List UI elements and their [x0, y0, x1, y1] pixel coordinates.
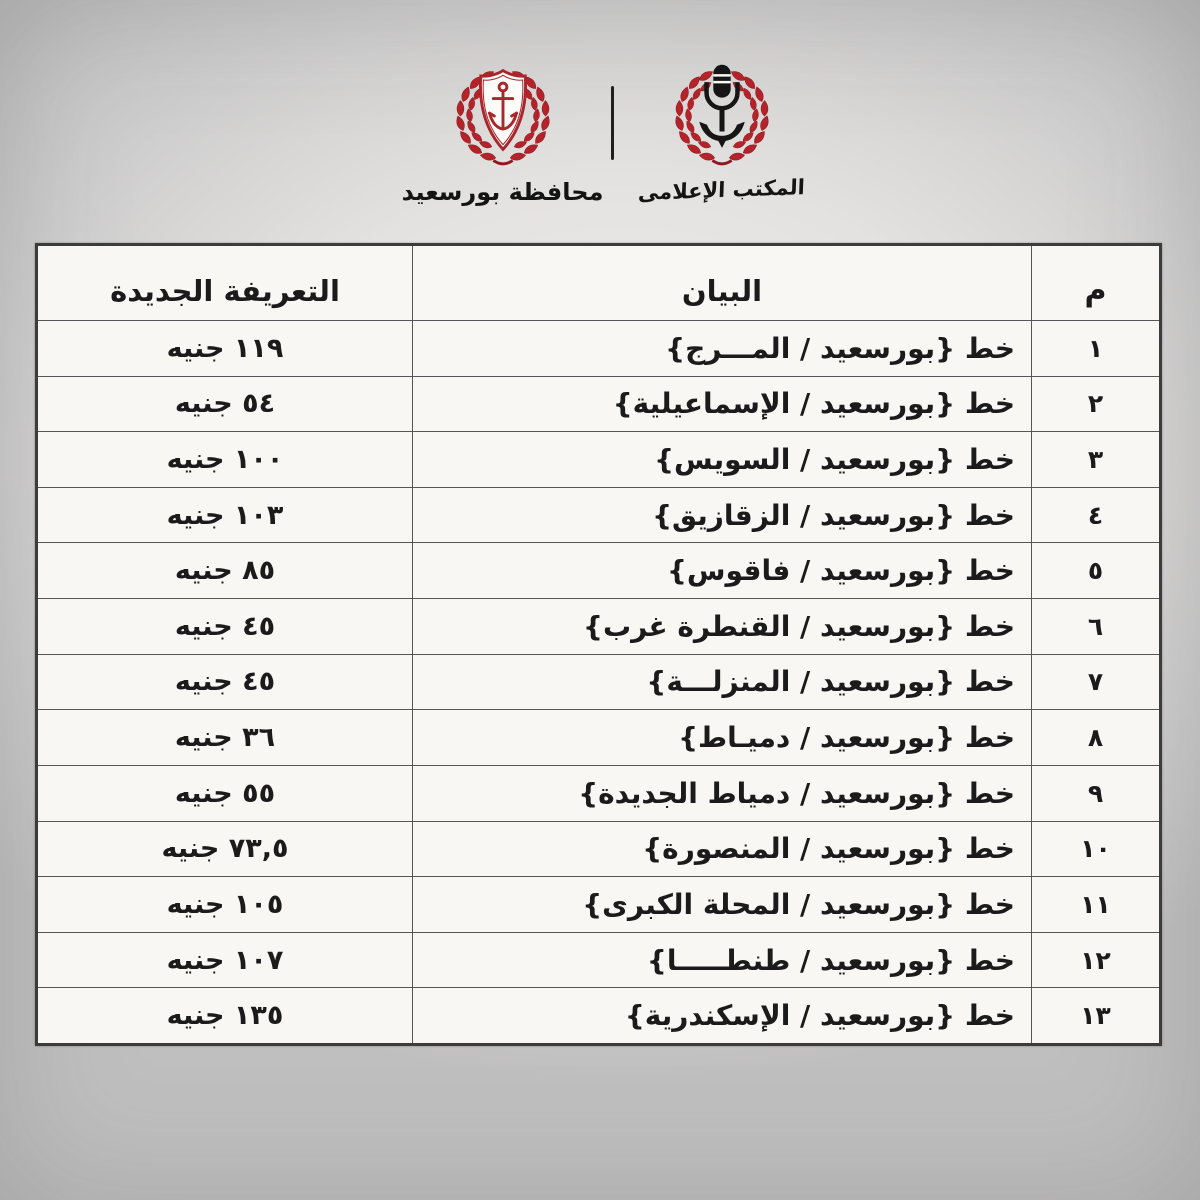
row-index: ١٢ — [1031, 933, 1159, 988]
media-office-logo-label: المكتب الإعلامى — [637, 175, 806, 205]
row-index: ٨ — [1031, 710, 1159, 765]
header-new-tariff: التعريفة الجديدة — [110, 274, 340, 308]
route-description: خط {بورسعيد / المحلة الكبرى} — [412, 877, 1031, 932]
fare-value: ١٠٣ جنيه — [166, 499, 284, 531]
microphone-anchor-wreath-icon — [651, 58, 793, 174]
route-description: خط {بورسعيد / المـــرج} — [412, 321, 1031, 376]
route-description: خط {بورسعيد / المنزلـــة} — [412, 655, 1031, 710]
row-index: ١٠ — [1031, 822, 1159, 877]
route-description: خط {بورسعيد / السويس} — [412, 432, 1031, 487]
table-row — [38, 987, 1159, 1043]
logo-divider — [611, 86, 614, 160]
table-row — [38, 320, 1159, 376]
media-office-logo — [637, 58, 806, 205]
fare-value: ٧٣,٥ جنيه — [161, 833, 289, 865]
branding-header — [12, 58, 1200, 206]
row-index: ١١ — [1031, 877, 1159, 932]
governorate-logo — [401, 58, 604, 206]
row-index: ٦ — [1031, 599, 1159, 654]
route-description: خط {بورسعيد / الزقازيق} — [412, 488, 1031, 543]
governorate-logo-label: محافظة بورسعيد — [401, 178, 604, 206]
fare-value: ١٠٠ جنيه — [166, 444, 284, 476]
table-header-row — [38, 246, 1159, 320]
row-index: ٧ — [1031, 655, 1159, 710]
row-index: ١٣ — [1031, 988, 1159, 1043]
fare-value: ١٣٥ جنيه — [166, 1000, 284, 1032]
row-index: ٢ — [1031, 377, 1159, 432]
row-index: ٣ — [1031, 432, 1159, 487]
shield-anchor-wreath-icon — [432, 58, 574, 174]
table-row — [38, 542, 1159, 598]
header-index: م — [1031, 246, 1159, 320]
fare-value: ١١٩ جنيه — [166, 332, 284, 364]
tariff-table — [35, 243, 1162, 1046]
table-row — [38, 876, 1159, 932]
fare-value: ٣٦ جنيه — [174, 722, 276, 754]
route-description: خط {بورسعيد / الإسماعيلية} — [412, 377, 1031, 432]
table-row — [38, 598, 1159, 654]
route-description: خط {بورسعيد / دمياط الجديدة} — [412, 766, 1031, 821]
route-description: خط {بورسعيد / طنطـــــا} — [412, 933, 1031, 988]
row-index: ١ — [1031, 321, 1159, 376]
route-description: خط {بورسعيد / دميـاط} — [412, 710, 1031, 765]
row-index: ٥ — [1031, 543, 1159, 598]
table-row — [38, 654, 1159, 710]
route-description: خط {بورسعيد / المنصورة} — [412, 822, 1031, 877]
fare-value: ٨٥ جنيه — [174, 555, 276, 587]
table-row — [38, 431, 1159, 487]
shield-anchor-icon — [480, 71, 525, 150]
table-row — [38, 932, 1159, 988]
table-row — [38, 376, 1159, 432]
fare-value: ١٠٥ جنيه — [166, 888, 284, 920]
table-row — [38, 821, 1159, 877]
fare-value: ٥٤ جنيه — [174, 388, 276, 420]
table-row — [38, 709, 1159, 765]
route-description: خط {بورسعيد / فاقوس} — [412, 543, 1031, 598]
fare-value: ٥٥ جنيه — [174, 777, 276, 809]
table-row — [38, 765, 1159, 821]
table-row — [38, 487, 1159, 543]
fare-value: ٤٥ جنيه — [174, 666, 276, 698]
header-description: البيان — [412, 246, 1031, 320]
row-index: ٩ — [1031, 766, 1159, 821]
fare-value: ١٠٧ جنيه — [166, 944, 284, 976]
route-description: خط {بورسعيد / الإسكندرية} — [412, 988, 1031, 1043]
route-description: خط {بورسعيد / القنطرة غرب} — [412, 599, 1031, 654]
row-index: ٤ — [1031, 488, 1159, 543]
fare-value: ٤٥ جنيه — [174, 610, 276, 642]
